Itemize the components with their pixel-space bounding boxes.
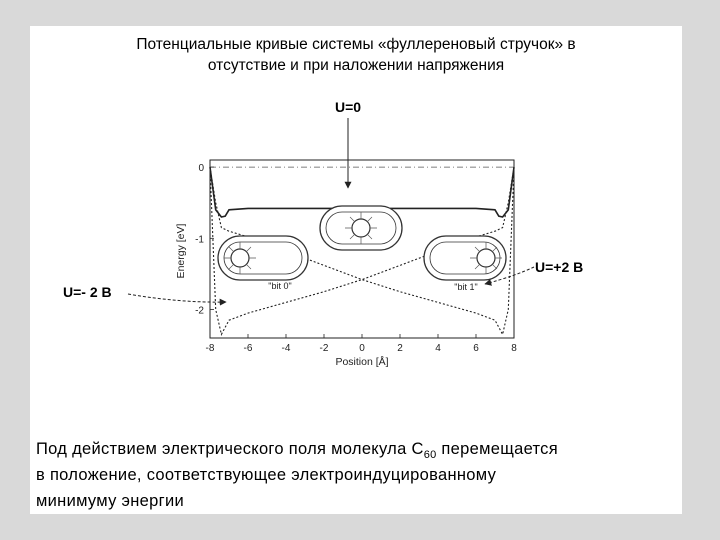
slide-title-line-2: отсутствие и при наложении напряжения: [207, 57, 505, 74]
y-axis-label: Energy [eV]: [175, 223, 187, 279]
arrow-u-minus: [128, 294, 226, 302]
x-tick-label: 2: [397, 343, 403, 354]
energy-chart: [30, 26, 682, 436]
caption-line-1: [36, 440, 558, 461]
caption-line-1-text: Под действием электрического поля молекула С: [36, 440, 424, 458]
peapod-inset-center: [320, 206, 402, 250]
x-tick-label: 4: [435, 343, 441, 354]
y-tick-label: 0: [198, 163, 204, 175]
x-tick-label: 0: [359, 343, 365, 354]
x-tick-label: -2: [319, 343, 329, 354]
y-tick-label: -2: [195, 305, 204, 317]
x-tick-label: 6: [473, 343, 479, 354]
peapod-inset-left: [218, 236, 308, 280]
label-u0: U=0: [334, 99, 362, 115]
caption-subscript: 60: [423, 449, 437, 461]
caption-line-1-end: перемещается: [436, 440, 558, 458]
peapod-inset-right: [424, 236, 506, 280]
bit1-label: "bit 1": [454, 282, 478, 292]
x-tick-label: -8: [205, 343, 215, 354]
bit0-label: "bit 0": [268, 281, 292, 291]
x-tick-label: 8: [511, 343, 517, 354]
label-u-plus: U=+2 В: [535, 259, 584, 275]
caption-line-3: минимуму энергии: [36, 492, 184, 510]
x-tick-label: -4: [281, 343, 291, 354]
label-u-minus: U=- 2 В: [63, 284, 112, 300]
caption-line-2: в положение, соответствующее электроиндуцированному: [36, 466, 497, 484]
slide-title-line-1: Потенциальные кривые системы «фуллереновый стручок» в: [136, 36, 576, 53]
slide: [30, 26, 682, 514]
y-tick-label: -1: [195, 234, 204, 246]
x-tick-label: -6: [243, 343, 253, 354]
x-axis-label: Position [Å]: [335, 356, 389, 368]
